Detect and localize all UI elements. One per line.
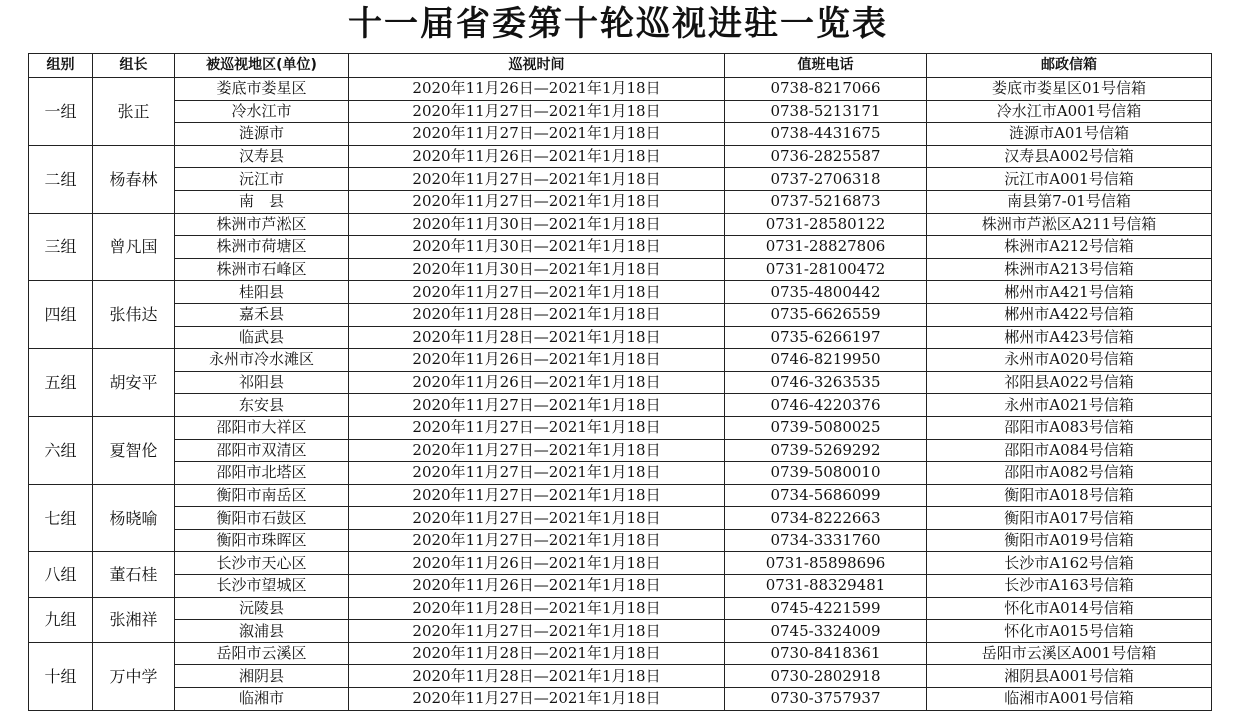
phone-cell: 0731-88329481 (725, 575, 927, 598)
region-cell: 东安县 (175, 394, 349, 417)
group-cell: 一组 (29, 78, 93, 146)
phone-cell: 0734-5686099 (725, 484, 927, 507)
mailbox-cell: 涟源市A01号信箱 (927, 123, 1212, 146)
mailbox-cell: 冷水江市A001号信箱 (927, 100, 1212, 123)
group-cell: 九组 (29, 597, 93, 642)
table-row (29, 168, 1212, 191)
phone-cell: 0734-8222663 (725, 507, 927, 530)
header-mailbox: 邮政信箱 (927, 54, 1212, 78)
table-row (29, 484, 1212, 507)
region-cell: 沅江市 (175, 168, 349, 191)
region-cell: 长沙市望城区 (175, 575, 349, 598)
period-cell: 2020年11月26日—2021年1月18日 (349, 349, 725, 372)
mailbox-cell: 沅江市A001号信箱 (927, 168, 1212, 191)
period-cell: 2020年11月28日—2021年1月18日 (349, 665, 725, 688)
table-row (29, 416, 1212, 439)
phone-cell: 0734-3331760 (725, 529, 927, 552)
period-cell: 2020年11月28日—2021年1月18日 (349, 597, 725, 620)
inspection-table (28, 53, 1212, 711)
mailbox-cell: 南县第7-01号信箱 (927, 190, 1212, 213)
phone-cell: 0731-28100472 (725, 258, 927, 281)
mailbox-cell: 衡阳市A019号信箱 (927, 529, 1212, 552)
region-cell: 株洲市芦淞区 (175, 213, 349, 236)
mailbox-cell: 株洲市芦淞区A211号信箱 (927, 213, 1212, 236)
mailbox-cell: 株洲市A212号信箱 (927, 236, 1212, 259)
region-cell: 长沙市天心区 (175, 552, 349, 575)
phone-cell: 0739-5080010 (725, 462, 927, 485)
region-cell: 嘉禾县 (175, 303, 349, 326)
region-cell: 桂阳县 (175, 281, 349, 304)
leader-cell: 张湘祥 (93, 597, 175, 642)
table-body (29, 78, 1212, 711)
mailbox-cell: 怀化市A015号信箱 (927, 620, 1212, 643)
mailbox-cell: 邵阳市A083号信箱 (927, 416, 1212, 439)
mailbox-cell: 娄底市娄星区01号信箱 (927, 78, 1212, 101)
mailbox-cell: 长沙市A162号信箱 (927, 552, 1212, 575)
leader-cell: 夏智伦 (93, 416, 175, 484)
mailbox-cell: 衡阳市A017号信箱 (927, 507, 1212, 530)
period-cell: 2020年11月26日—2021年1月18日 (349, 575, 725, 598)
phone-cell: 0730-3757937 (725, 688, 927, 711)
table-row (29, 213, 1212, 236)
mailbox-cell: 郴州市A423号信箱 (927, 326, 1212, 349)
mailbox-cell: 株洲市A213号信箱 (927, 258, 1212, 281)
phone-cell: 0746-3263535 (725, 371, 927, 394)
mailbox-cell: 郴州市A422号信箱 (927, 303, 1212, 326)
table-row (29, 507, 1212, 530)
region-cell: 溆浦县 (175, 620, 349, 643)
mailbox-cell: 祁阳县A022号信箱 (927, 371, 1212, 394)
table-row (29, 529, 1212, 552)
page-title: 十一届省委第十轮巡视进驻一览表 (348, 4, 888, 44)
region-cell: 湘阴县 (175, 665, 349, 688)
table-row (29, 688, 1212, 711)
mailbox-cell: 临湘市A001号信箱 (927, 688, 1212, 711)
table-row (29, 349, 1212, 372)
phone-cell: 0731-28827806 (725, 236, 927, 259)
period-cell: 2020年11月28日—2021年1月18日 (349, 642, 725, 665)
period-cell: 2020年11月27日—2021年1月18日 (349, 190, 725, 213)
region-cell: 衡阳市石鼓区 (175, 507, 349, 530)
period-cell: 2020年11月27日—2021年1月18日 (349, 168, 725, 191)
header-row (29, 54, 1212, 78)
leader-cell: 万中学 (93, 642, 175, 710)
header-leader: 组长 (93, 54, 175, 78)
header-period: 巡视时间 (349, 54, 725, 78)
phone-cell: 0739-5269292 (725, 439, 927, 462)
table-row (29, 100, 1212, 123)
table-row (29, 258, 1212, 281)
region-cell: 冷水江市 (175, 100, 349, 123)
region-cell: 邵阳市北塔区 (175, 462, 349, 485)
phone-cell: 0735-6266197 (725, 326, 927, 349)
region-cell: 邵阳市双清区 (175, 439, 349, 462)
region-cell: 祁阳县 (175, 371, 349, 394)
period-cell: 2020年11月27日—2021年1月18日 (349, 281, 725, 304)
group-cell: 十组 (29, 642, 93, 710)
phone-cell: 0738-5213171 (725, 100, 927, 123)
table-row (29, 145, 1212, 168)
leader-cell: 张伟达 (93, 281, 175, 349)
period-cell: 2020年11月27日—2021年1月18日 (349, 484, 725, 507)
region-cell: 株洲市石峰区 (175, 258, 349, 281)
table-row (29, 303, 1212, 326)
period-cell: 2020年11月27日—2021年1月18日 (349, 416, 725, 439)
phone-cell: 0745-3324009 (725, 620, 927, 643)
table-row (29, 281, 1212, 304)
leader-cell: 曾凡国 (93, 213, 175, 281)
period-cell: 2020年11月28日—2021年1月18日 (349, 303, 725, 326)
period-cell: 2020年11月30日—2021年1月18日 (349, 236, 725, 259)
period-cell: 2020年11月27日—2021年1月18日 (349, 529, 725, 552)
mailbox-cell: 岳阳市云溪区A001号信箱 (927, 642, 1212, 665)
leader-cell: 杨春林 (93, 145, 175, 213)
region-cell: 邵阳市大祥区 (175, 416, 349, 439)
table-row (29, 552, 1212, 575)
period-cell: 2020年11月27日—2021年1月18日 (349, 462, 725, 485)
period-cell: 2020年11月27日—2021年1月18日 (349, 507, 725, 530)
phone-cell: 0737-5216873 (725, 190, 927, 213)
group-cell: 六组 (29, 416, 93, 484)
table-row (29, 123, 1212, 146)
period-cell: 2020年11月26日—2021年1月18日 (349, 371, 725, 394)
period-cell: 2020年11月27日—2021年1月18日 (349, 439, 725, 462)
phone-cell: 0730-2802918 (725, 665, 927, 688)
phone-cell: 0745-4221599 (725, 597, 927, 620)
group-cell: 三组 (29, 213, 93, 281)
phone-cell: 0737-2706318 (725, 168, 927, 191)
period-cell: 2020年11月26日—2021年1月18日 (349, 145, 725, 168)
leader-cell: 胡安平 (93, 349, 175, 417)
region-cell: 临武县 (175, 326, 349, 349)
mailbox-cell: 长沙市A163号信箱 (927, 575, 1212, 598)
leader-cell: 杨晓喻 (93, 484, 175, 552)
group-cell: 四组 (29, 281, 93, 349)
table-row (29, 462, 1212, 485)
region-cell: 娄底市娄星区 (175, 78, 349, 101)
leader-cell: 董石桂 (93, 552, 175, 597)
period-cell: 2020年11月27日—2021年1月18日 (349, 620, 725, 643)
table-row (29, 575, 1212, 598)
mailbox-cell: 永州市A020号信箱 (927, 349, 1212, 372)
phone-cell: 0739-5080025 (725, 416, 927, 439)
table-row (29, 665, 1212, 688)
table-row (29, 620, 1212, 643)
header-phone: 值班电话 (725, 54, 927, 78)
region-cell: 株洲市荷塘区 (175, 236, 349, 259)
period-cell: 2020年11月27日—2021年1月18日 (349, 688, 725, 711)
mailbox-cell: 邵阳市A084号信箱 (927, 439, 1212, 462)
period-cell: 2020年11月30日—2021年1月18日 (349, 213, 725, 236)
table-row (29, 439, 1212, 462)
table-row (29, 78, 1212, 101)
group-cell: 五组 (29, 349, 93, 417)
mailbox-cell: 怀化市A014号信箱 (927, 597, 1212, 620)
mailbox-cell: 永州市A021号信箱 (927, 394, 1212, 417)
table-row (29, 371, 1212, 394)
region-cell: 衡阳市珠晖区 (175, 529, 349, 552)
region-cell: 衡阳市南岳区 (175, 484, 349, 507)
region-cell: 汉寿县 (175, 145, 349, 168)
table-row (29, 236, 1212, 259)
group-cell: 七组 (29, 484, 93, 552)
leader-cell: 张正 (93, 78, 175, 146)
region-cell: 沅陵县 (175, 597, 349, 620)
header-region: 被巡视地区(单位) (175, 54, 349, 78)
table-row (29, 394, 1212, 417)
table-row (29, 326, 1212, 349)
region-cell: 涟源市 (175, 123, 349, 146)
period-cell: 2020年11月28日—2021年1月18日 (349, 326, 725, 349)
region-cell: 永州市冷水滩区 (175, 349, 349, 372)
period-cell: 2020年11月27日—2021年1月18日 (349, 100, 725, 123)
phone-cell: 0736-2825587 (725, 145, 927, 168)
mailbox-cell: 郴州市A421号信箱 (927, 281, 1212, 304)
table-row (29, 190, 1212, 213)
mailbox-cell: 汉寿县A002号信箱 (927, 145, 1212, 168)
phone-cell: 0731-85898696 (725, 552, 927, 575)
phone-cell: 0731-28580122 (725, 213, 927, 236)
period-cell: 2020年11月30日—2021年1月18日 (349, 258, 725, 281)
group-cell: 八组 (29, 552, 93, 597)
mailbox-cell: 衡阳市A018号信箱 (927, 484, 1212, 507)
header-group: 组别 (29, 54, 93, 78)
mailbox-cell: 邵阳市A082号信箱 (927, 462, 1212, 485)
period-cell: 2020年11月27日—2021年1月18日 (349, 394, 725, 417)
phone-cell: 0735-6626559 (725, 303, 927, 326)
phone-cell: 0735-4800442 (725, 281, 927, 304)
phone-cell: 0746-8219950 (725, 349, 927, 372)
phone-cell: 0738-8217066 (725, 78, 927, 101)
period-cell: 2020年11月26日—2021年1月18日 (349, 78, 725, 101)
period-cell: 2020年11月27日—2021年1月18日 (349, 123, 725, 146)
region-cell: 临湘市 (175, 688, 349, 711)
mailbox-cell: 湘阴县A001号信箱 (927, 665, 1212, 688)
phone-cell: 0730-8418361 (725, 642, 927, 665)
table-row (29, 597, 1212, 620)
table-row (29, 642, 1212, 665)
phone-cell: 0746-4220376 (725, 394, 927, 417)
group-cell: 二组 (29, 145, 93, 213)
region-cell: 岳阳市云溪区 (175, 642, 349, 665)
region-cell: 南 县 (175, 190, 349, 213)
phone-cell: 0738-4431675 (725, 123, 927, 146)
period-cell: 2020年11月26日—2021年1月18日 (349, 552, 725, 575)
